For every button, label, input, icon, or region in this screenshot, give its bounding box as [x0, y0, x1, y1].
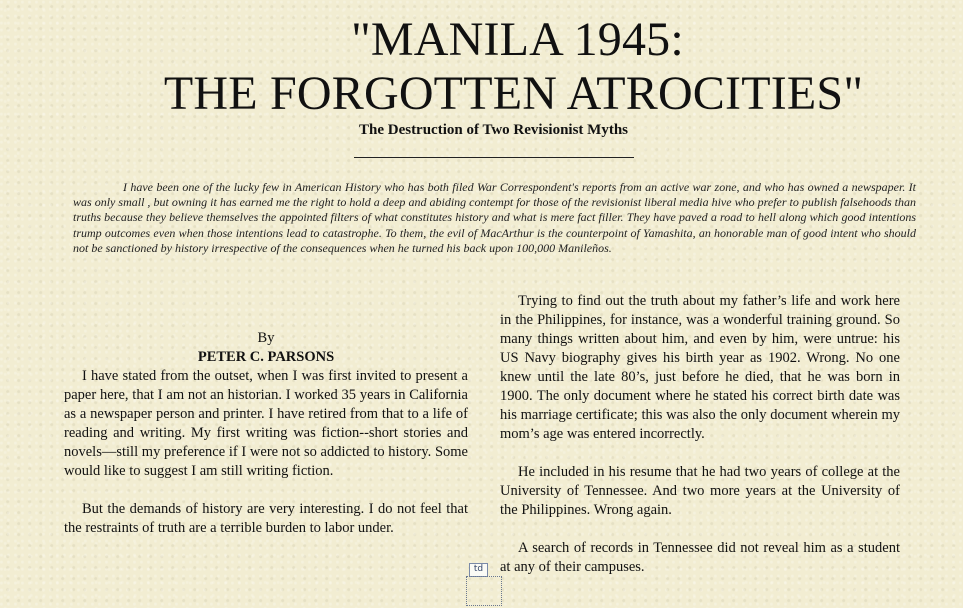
table-cell-marker[interactable]: td — [469, 563, 488, 577]
body-paragraph: But the demands of history are very interesting. I do not feel that the restraints of truth are a terrible burden to labor under. — [64, 501, 468, 536]
left-column — [64, 329, 468, 538]
body-paragraph: I have stated from the outset, when I was first invited to present a paper here, that I am not an historian. I worked 35 years in California as a newspaper person and printer. I have retired from that to a life of reading and writing. My first writing was fiction--short stories and novels—still my preference if I were not so addicted to history. Some would like to suggest I am still writing fiction. — [64, 368, 468, 479]
byline-label: By — [257, 330, 275, 346]
page-subtitle: The Destruction of Two Revisionist Myths — [358, 122, 629, 138]
right-column — [500, 292, 900, 577]
table-cell-outline[interactable] — [466, 576, 502, 606]
page-title-line-1: "MANILA 1945: — [351, 13, 684, 66]
body-paragraph: Trying to find out the truth about my father’s life and work here in the Philippines, for instance, was a wonderful training ground. So many things written about him, and even by him, were untrue: his US Navy biography gives his birth year as 1902. Wrong. No one knew until the late 80’s, just before he died, that he was born in 1900. The only document where he stated his correct birth date was his marriage certificate; this was also the only document wherein my mom’s age was entered incorrectly. — [500, 293, 900, 442]
body-paragraph: He included in his resume that he had two years of college at the University of Tennessee. And two more years at the University of the Philippines. Wrong again. — [500, 464, 900, 518]
intro-paragraph: I have been one of the lucky few in American History who has both filed War Correspondent's reports from an active war zone, and who has owned a newspaper. It was only small , but owning it has earned me the right to hold a deep and abiding contempt for those of the revisionist liberal media hive who prefer to publish falsehoods than truths because they believe themselves the appointed filters of what constitutes history and what is mere fact filler. They have paved a road to hell along which good intentions trump outcomes even when those intentions lead to catastrophe. To them, the evil of MacArthur is the counterpoint of Yamashita, an honorable man of good intent who should not be sanctioned by history irrespective of the consequences when he turned his back upon 100,000 Manileños. — [73, 180, 916, 255]
author-name: PETER C. PARSONS — [197, 349, 335, 365]
title-divider — [354, 157, 634, 158]
page-title-line-2: THE FORGOTTEN ATROCITIES" — [163, 67, 864, 120]
body-paragraph: A search of records in Tennessee did not reveal him as a student at any of their campuses. — [500, 540, 900, 575]
